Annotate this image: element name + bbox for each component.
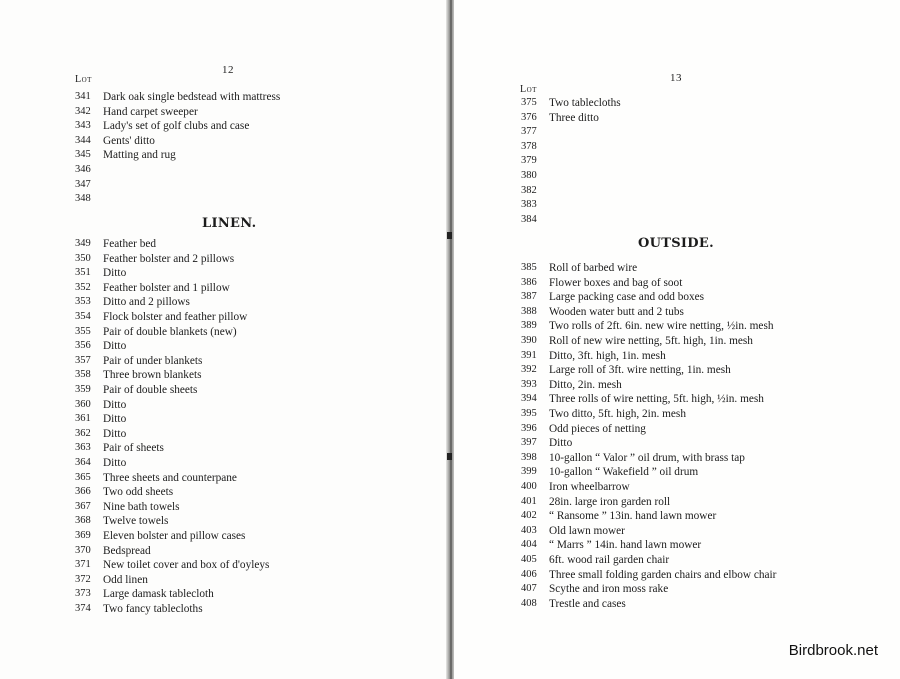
- lot-description: Roll of new wire netting, 5ft. high, 1in. mesh: [549, 335, 753, 347]
- lot-number: 353: [75, 296, 91, 308]
- lot-description: 28in. large iron garden roll: [549, 495, 671, 508]
- lot-number: 362: [75, 427, 91, 439]
- lot-number: 375: [521, 97, 537, 108]
- section-title-linen: LINEN.: [202, 216, 257, 231]
- lot-description: Large packing case and odd boxes: [549, 291, 705, 304]
- lot-number: 369: [75, 530, 91, 541]
- lot-description: Ditto: [103, 413, 127, 426]
- lot-description: Bedspread: [103, 544, 151, 557]
- lot-description: Hand carpet sweeper: [103, 105, 198, 118]
- lot-number: 350: [75, 252, 91, 264]
- lot-description: Ditto: [103, 427, 127, 440]
- lot-description: Matting and rug: [103, 149, 176, 162]
- lot-description: Odd linen: [103, 573, 148, 586]
- lot-number: 408: [521, 597, 537, 609]
- lot-number: 344: [75, 134, 91, 146]
- lot-description: Feather bed: [103, 238, 157, 250]
- lot-number: 357: [75, 354, 91, 366]
- lot-column-header: Lot: [75, 74, 92, 85]
- lot-description: Eleven bolster and pillow cases: [103, 530, 246, 542]
- lot-description: Two ditto, 5ft. high, 2in. mesh: [549, 408, 686, 420]
- lot-number: 355: [75, 325, 91, 337]
- lot-number: 370: [75, 544, 91, 556]
- lot-number: 367: [75, 500, 91, 512]
- lot-description: 10-gallon “ Wakefield ” oil drum: [549, 466, 699, 479]
- lot-description: Ditto: [103, 340, 127, 353]
- page-number: 13: [670, 72, 682, 84]
- lot-description: Ditto, 3ft. high, 1in. mesh: [549, 349, 666, 362]
- lot-number: 351: [75, 267, 91, 279]
- lot-description: Ditto: [103, 457, 127, 469]
- lot-description: Twelve towels: [103, 515, 169, 528]
- lot-number: 382: [521, 184, 537, 196]
- lot-number: 406: [521, 568, 537, 580]
- right-page: [454, 0, 900, 679]
- lot-description: Nine bath towels: [103, 500, 180, 513]
- lot-number: 372: [75, 573, 91, 585]
- lot-description: Flock bolster and feather pillow: [103, 311, 248, 323]
- lot-number: 341: [75, 91, 91, 102]
- lot-number: 349: [75, 238, 91, 249]
- lot-number: 361: [75, 413, 91, 425]
- lot-number: 383: [521, 199, 537, 211]
- lot-number: 385: [521, 262, 537, 273]
- lot-description: Old lawn mower: [549, 524, 625, 537]
- lot-number: 399: [521, 466, 537, 478]
- lot-description: Wooden water butt and 2 tubs: [549, 305, 684, 318]
- lot-number: 384: [521, 213, 537, 225]
- lot-description: Feather bolster and 2 pillows: [103, 252, 235, 265]
- lot-number: 395: [521, 408, 537, 419]
- lot-description: Large damask tablecloth: [103, 588, 214, 601]
- watermark: Birdbrook.net: [788, 642, 878, 659]
- lot-number: 396: [521, 422, 537, 434]
- lot-description: Roll of barbed wire: [549, 262, 638, 274]
- lot-number: 390: [521, 335, 537, 346]
- lot-description: Pair of sheets: [103, 442, 164, 455]
- lot-description: Dark oak single bedstead with mattress: [103, 91, 281, 103]
- lot-description: Pair of double sheets: [103, 384, 198, 396]
- lot-number: 354: [75, 311, 91, 322]
- lot-number: 346: [75, 164, 91, 175]
- lot-description: Two fancy tablecloths: [103, 603, 203, 615]
- lot-number: 360: [75, 398, 91, 410]
- lot-number: 398: [521, 451, 537, 463]
- lot-number: 401: [521, 495, 537, 507]
- lot-number: 380: [521, 170, 537, 181]
- lot-number: 356: [75, 340, 91, 352]
- lot-number: 377: [521, 126, 537, 138]
- lot-number: 403: [521, 524, 537, 536]
- lot-number: 374: [75, 603, 91, 614]
- lot-number: 388: [521, 305, 537, 317]
- lot-column-header: Lot: [520, 84, 537, 95]
- lot-description: Feather bolster and 1 pillow: [103, 281, 230, 294]
- lot-number: 363: [75, 442, 91, 454]
- lot-description: Three ditto: [549, 111, 599, 124]
- lot-number: 405: [521, 554, 537, 565]
- lot-description: “ Marrs ” 14in. hand lawn mower: [549, 539, 702, 552]
- gutter-stitch-mark: [447, 453, 452, 460]
- lot-description: Iron wheelbarrow: [549, 481, 630, 493]
- lot-description: Three brown blankets: [103, 369, 202, 382]
- lot-number: 342: [75, 105, 91, 117]
- lot-description: Gents' ditto: [103, 134, 155, 147]
- lot-number: 359: [75, 384, 91, 395]
- lot-description: Two odd sheets: [103, 486, 174, 499]
- lot-number: 365: [75, 471, 91, 483]
- lot-description: Three sheets and counterpane: [103, 471, 237, 484]
- lot-number: 404: [521, 539, 537, 551]
- lot-number: 376: [521, 111, 537, 123]
- lot-description: 10-gallon “ Valor ” oil drum, with brass tap: [549, 451, 745, 464]
- lot-number: 348: [75, 193, 91, 205]
- lot-number: 386: [521, 276, 537, 288]
- lot-description: Pair of under blankets: [103, 354, 203, 367]
- lot-number: 373: [75, 588, 91, 600]
- lot-description: Two rolls of 2ft. 6in. new wire netting, ½in. mesh: [549, 320, 774, 333]
- page-number: 12: [222, 64, 234, 76]
- gutter-stitch-mark: [447, 232, 452, 239]
- lot-number: 368: [75, 515, 91, 527]
- lot-number: 343: [75, 120, 91, 132]
- lot-number: 407: [521, 583, 537, 595]
- lot-description: Two tablecloths: [549, 97, 621, 109]
- lot-description: Trestle and cases: [549, 597, 626, 610]
- lot-number: 392: [521, 364, 537, 376]
- lot-description: “ Ransome ” 13in. hand lawn mower: [549, 510, 717, 523]
- lot-description: Flower boxes and bag of soot: [549, 276, 683, 289]
- lot-description: Ditto, 2in. mesh: [549, 378, 622, 391]
- lot-number: 400: [521, 481, 537, 492]
- lot-number: 391: [521, 349, 537, 361]
- section-title-outside: OUTSIDE.: [638, 236, 714, 251]
- lot-description: Large roll of 3ft. wire netting, 1in. mesh: [549, 364, 731, 377]
- lot-number: 366: [75, 486, 91, 498]
- lot-number: 358: [75, 369, 91, 381]
- lot-number: 378: [521, 140, 537, 152]
- lot-number: 379: [521, 155, 537, 167]
- lot-number: 394: [521, 393, 537, 405]
- lot-number: 402: [521, 510, 537, 522]
- lot-description: Scythe and iron moss rake: [549, 583, 669, 596]
- lot-number: 389: [521, 320, 537, 332]
- lot-description: Lady's set of golf clubs and case: [103, 120, 250, 133]
- lot-description: Three small folding garden chairs and elbow chair: [549, 568, 777, 581]
- lot-description: Odd pieces of netting: [549, 422, 646, 435]
- lot-description: Ditto: [549, 437, 573, 450]
- lot-number: 347: [75, 178, 91, 190]
- lot-number: 352: [75, 281, 91, 293]
- lot-description: Three rolls of wire netting, 5ft. high, ½in. mesh: [549, 393, 764, 406]
- lot-number: 364: [75, 457, 91, 468]
- lot-description: Pair of double blankets (new): [103, 325, 237, 338]
- lot-number: 345: [75, 149, 91, 161]
- lot-description: Ditto: [103, 267, 127, 280]
- lot-description: New toilet cover and box of d'oyleys: [103, 559, 270, 572]
- lot-description: Ditto: [103, 398, 127, 411]
- left-page: [0, 0, 448, 679]
- lot-number: 371: [75, 559, 91, 571]
- lot-description: Ditto and 2 pillows: [103, 296, 190, 309]
- lot-number: 397: [521, 437, 537, 449]
- lot-number: 393: [521, 378, 537, 390]
- lot-description: 6ft. wood rail garden chair: [549, 554, 670, 566]
- lot-number: 387: [521, 291, 537, 303]
